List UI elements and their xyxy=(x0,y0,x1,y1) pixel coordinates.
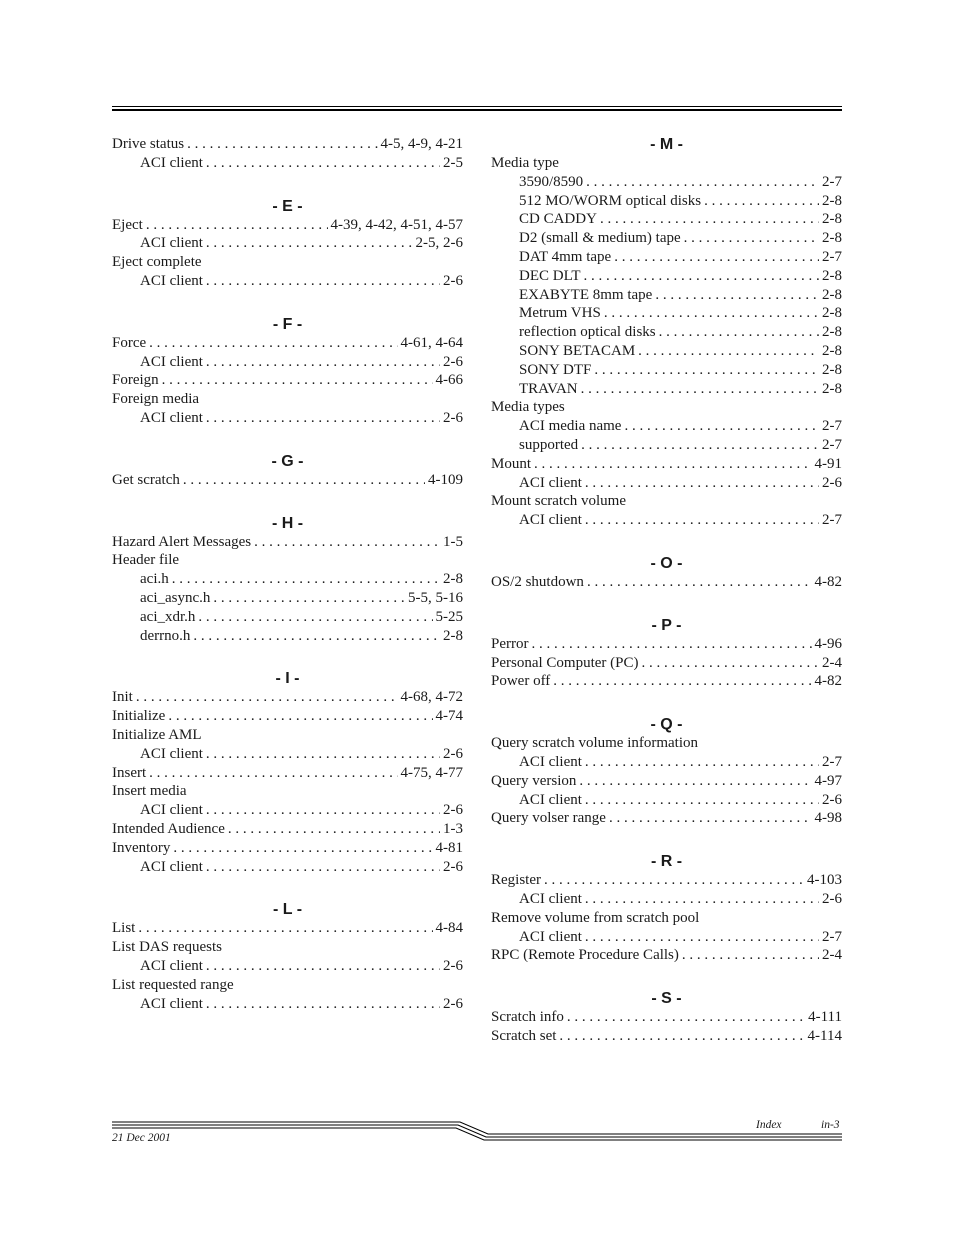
dot-leader xyxy=(532,635,812,654)
index-subentry xyxy=(112,234,463,253)
index-page-refs: 4-103 xyxy=(807,872,842,889)
index-letter-heading: - Q - xyxy=(650,716,683,734)
index-term: Personal Computer (PC) xyxy=(491,654,639,671)
index-term: Query volser range xyxy=(491,810,606,827)
index-page-refs: 2-7 xyxy=(822,248,842,265)
dot-leader xyxy=(544,871,804,890)
index-entry xyxy=(491,734,842,753)
index-page-refs: 2-7 xyxy=(822,173,842,190)
index-page-refs: 4-68, 4-72 xyxy=(400,689,463,706)
footer-section: Index xyxy=(756,1119,782,1131)
section-gap xyxy=(491,828,842,852)
index-subentry xyxy=(112,589,463,608)
dot-leader xyxy=(173,839,432,858)
dot-leader xyxy=(587,573,812,592)
index-page-refs: 2-6 xyxy=(822,791,842,808)
section-gap xyxy=(112,291,463,315)
dot-leader xyxy=(579,772,811,791)
dot-leader xyxy=(553,672,811,691)
dot-leader xyxy=(659,323,819,342)
index-term: DAT 4mm tape xyxy=(519,248,612,265)
dot-leader xyxy=(213,589,405,608)
index-page-refs: 4-61, 4-64 xyxy=(400,334,463,351)
dot-leader xyxy=(206,272,440,291)
index-term: Hazard Alert Messages xyxy=(112,533,252,550)
dot-leader xyxy=(534,455,811,474)
index-page-refs: 2-8 xyxy=(822,342,842,359)
index-subentry xyxy=(491,286,842,305)
index-subentry xyxy=(112,745,463,764)
dot-leader xyxy=(206,858,440,877)
index-page-refs: 2-6 xyxy=(443,745,463,762)
index-term: EXABYTE 8mm tape xyxy=(519,286,653,303)
header-rule-top xyxy=(112,106,842,107)
index-page-refs: 4-39, 4-42, 4-51, 4-57 xyxy=(330,216,463,233)
index-term: Eject complete xyxy=(112,254,202,271)
index-subentry xyxy=(491,229,842,248)
dot-leader xyxy=(584,267,819,286)
index-subentry xyxy=(112,570,463,589)
index-term: Inventory xyxy=(112,839,171,856)
index-subentry xyxy=(491,248,842,267)
index-term: D2 (small & medium) tape xyxy=(519,230,681,247)
index-term: aci_async.h xyxy=(140,589,211,606)
index-page-refs: 2-5, 2-6 xyxy=(415,235,463,252)
dot-leader xyxy=(567,1008,805,1027)
index-term: Perror xyxy=(491,635,529,652)
index-page-refs: 2-7 xyxy=(822,753,842,770)
index-entry xyxy=(491,1027,842,1046)
dot-leader xyxy=(638,342,819,361)
index-term: Register xyxy=(491,872,541,889)
index-entry xyxy=(112,551,463,570)
index-page-refs: 2-7 xyxy=(822,512,842,529)
index-subentry xyxy=(491,267,842,286)
index-term: Drive status xyxy=(112,136,185,152)
index-entry xyxy=(112,726,463,745)
index-letter-heading: - F - xyxy=(272,315,303,333)
index-page-refs: 2-6 xyxy=(443,858,463,875)
index-subentry xyxy=(112,957,463,976)
index-page-refs: 2-4 xyxy=(822,947,842,964)
index-term: aci_xdr.h xyxy=(140,608,196,625)
index-subentry xyxy=(491,791,842,810)
index-page-refs: 1-5 xyxy=(443,533,463,550)
index-term: SONY DTF xyxy=(519,361,592,378)
index-page-refs: 4-114 xyxy=(807,1027,842,1044)
index-subentry xyxy=(491,342,842,361)
dot-leader xyxy=(183,471,425,490)
index-entry xyxy=(491,635,842,654)
index-page-refs: 2-8 xyxy=(443,571,463,588)
index-term: ACI client xyxy=(140,745,203,762)
index-term: ACI client xyxy=(519,512,582,529)
index-entry xyxy=(112,976,463,995)
dot-leader xyxy=(198,608,432,627)
index-entry xyxy=(112,839,463,858)
index-term: Query scratch volume information xyxy=(491,735,699,752)
dot-leader xyxy=(614,248,819,267)
index-entry xyxy=(112,707,463,726)
section-gap xyxy=(112,173,463,197)
dot-leader xyxy=(172,570,440,589)
index-page-refs: 5-25 xyxy=(435,608,463,625)
index-term: Foreign media xyxy=(112,391,200,408)
index-subentry xyxy=(491,436,842,455)
index-column-left xyxy=(112,135,463,1013)
dot-leader xyxy=(559,1027,804,1046)
index-term: Intended Audience xyxy=(112,820,225,837)
index-subentry xyxy=(491,380,842,399)
index-term: DEC DLT xyxy=(519,267,581,284)
index-term: Query version xyxy=(491,772,577,789)
index-page-refs: 2-8 xyxy=(822,267,842,284)
section-gap xyxy=(491,965,842,989)
index-subentry xyxy=(491,210,842,229)
dot-leader xyxy=(228,820,440,839)
index-subentry xyxy=(112,801,463,820)
dot-leader xyxy=(206,234,413,253)
index-page-refs: 2-6 xyxy=(822,474,842,491)
index-page-refs: 2-8 xyxy=(822,192,842,209)
dot-leader xyxy=(254,533,440,552)
dot-leader xyxy=(642,654,820,673)
index-entry xyxy=(112,688,463,707)
dot-leader xyxy=(585,753,819,772)
index-page-refs: 2-8 xyxy=(822,324,842,341)
index-term: TRAVAN xyxy=(519,380,578,397)
dot-leader xyxy=(149,334,397,353)
index-entry xyxy=(112,820,463,839)
index-entry xyxy=(112,334,463,353)
index-entry xyxy=(112,216,463,235)
index-page-refs: 4-109 xyxy=(428,471,463,488)
index-term: 512 MO/WORM optical disks xyxy=(519,192,702,209)
index-subentry xyxy=(491,753,842,772)
index-term: derrno.h xyxy=(140,627,191,644)
index-letter-heading: - P - xyxy=(651,616,682,634)
index-term: ACI client xyxy=(140,235,203,252)
dot-leader xyxy=(655,286,819,305)
index-entry xyxy=(491,946,842,965)
index-subentry xyxy=(112,409,463,428)
index-page-refs: 2-6 xyxy=(443,802,463,819)
index-entry xyxy=(491,573,842,592)
index-entry xyxy=(491,1008,842,1027)
dot-leader xyxy=(585,928,819,947)
dot-leader xyxy=(206,801,440,820)
index-entry xyxy=(112,471,463,490)
dot-leader xyxy=(206,957,440,976)
index-letter-heading: - G - xyxy=(271,452,304,470)
index-entry xyxy=(491,871,842,890)
dot-leader xyxy=(624,417,819,436)
index-term: Initialize AML xyxy=(112,726,202,743)
index-subentry xyxy=(112,627,463,646)
index-letter-heading: - E - xyxy=(272,197,303,215)
index-subentry xyxy=(491,511,842,530)
dot-leader xyxy=(585,791,819,810)
index-entry xyxy=(112,135,463,154)
index-page-refs: 2-6 xyxy=(443,995,463,1012)
index-entry xyxy=(112,919,463,938)
index-entry xyxy=(112,533,463,552)
index-term: Insert xyxy=(112,764,147,781)
index-entry xyxy=(491,672,842,691)
index-entry xyxy=(491,455,842,474)
index-subentry xyxy=(491,323,842,342)
footer-rule xyxy=(110,1118,844,1142)
index-term: ACI client xyxy=(519,928,582,945)
index-entry xyxy=(491,398,842,417)
index-term: ACI client xyxy=(519,890,582,907)
dot-leader xyxy=(600,210,819,229)
index-page-refs: 4-66 xyxy=(435,372,463,389)
section-gap xyxy=(112,490,463,514)
index-term: ACI client xyxy=(140,272,203,289)
index-term: Scratch set xyxy=(491,1027,557,1044)
index-term: SONY BETACAM xyxy=(519,342,636,359)
index-column-right xyxy=(491,135,842,1046)
index-page-refs: 2-7 xyxy=(822,436,842,453)
index-entry xyxy=(491,154,842,173)
index-term: ACI client xyxy=(519,791,582,808)
index-page-refs: 2-7 xyxy=(822,928,842,945)
dot-leader xyxy=(682,946,819,965)
index-page-refs: 4-74 xyxy=(435,708,463,725)
dot-leader xyxy=(609,809,812,828)
index-letter-heading: - L - xyxy=(272,901,303,919)
index-term: 3590/8590 xyxy=(519,173,584,190)
index-term: supported xyxy=(519,436,579,453)
index-letter-heading: - M - xyxy=(650,136,683,153)
footer-date: 21 Dec 2001 xyxy=(112,1132,171,1144)
section-gap xyxy=(491,691,842,715)
dot-leader xyxy=(187,135,377,154)
index-page-refs: 2-8 xyxy=(822,230,842,247)
index-term: ACI client xyxy=(140,409,203,426)
index-term: Power off xyxy=(491,673,551,690)
index-letter-heading: - O - xyxy=(650,554,683,572)
index-page-refs: 2-7 xyxy=(822,418,842,435)
index-page-refs: 2-6 xyxy=(443,409,463,426)
index-term: ACI client xyxy=(519,753,582,770)
index-page-refs: 4-96 xyxy=(814,635,842,652)
index-page-refs: 2-8 xyxy=(443,627,463,644)
index-entry xyxy=(491,809,842,828)
index-term: Metrum VHS xyxy=(519,305,601,322)
index-page-refs: 2-6 xyxy=(443,353,463,370)
dot-leader xyxy=(581,380,819,399)
dot-leader xyxy=(585,474,819,493)
index-subentry xyxy=(112,272,463,291)
dot-leader xyxy=(704,192,819,211)
index-term: Eject xyxy=(112,216,143,233)
index-subentry xyxy=(491,890,842,909)
index-term: ACI client xyxy=(140,957,203,974)
index-term: OS/2 shutdown xyxy=(491,573,584,590)
index-page-refs: 4-97 xyxy=(814,772,842,789)
index-term: Get scratch xyxy=(112,471,180,488)
index-page-refs: 2-8 xyxy=(822,286,842,303)
dot-leader xyxy=(138,919,432,938)
index-subentry xyxy=(491,928,842,947)
index-entry xyxy=(491,772,842,791)
index-term: Init xyxy=(112,689,133,706)
index-page-refs: 4-91 xyxy=(814,455,842,472)
dot-leader xyxy=(168,707,432,726)
section-gap xyxy=(491,592,842,616)
header-rule-bottom xyxy=(112,109,842,111)
index-page-refs: 2-6 xyxy=(443,957,463,974)
index-page-refs: 2-5 xyxy=(443,154,463,171)
index-term: Header file xyxy=(112,552,180,569)
dot-leader xyxy=(604,304,819,323)
index-term: Force xyxy=(112,334,147,351)
index-term: ACI client xyxy=(140,353,203,370)
footer-page-number: in-3 xyxy=(821,1119,840,1131)
index-term: List DAS requests xyxy=(112,939,222,956)
section-gap xyxy=(112,428,463,452)
dot-leader xyxy=(585,890,819,909)
dot-leader xyxy=(162,371,433,390)
index-page-refs: 4-75, 4-77 xyxy=(400,764,463,781)
dot-leader xyxy=(581,436,819,455)
index-page-refs: 2-4 xyxy=(822,654,842,671)
index-letter-heading: - R - xyxy=(650,853,683,871)
index-term: Foreign xyxy=(112,372,159,389)
index-term: List requested range xyxy=(112,976,234,993)
index-term: Scratch info xyxy=(491,1009,564,1026)
index-entry xyxy=(112,390,463,409)
section-gap xyxy=(112,645,463,669)
index-entry xyxy=(112,782,463,801)
index-page-refs: 4-81 xyxy=(435,839,463,856)
index-subentry xyxy=(112,608,463,627)
index-letter-heading: - S - xyxy=(651,990,682,1008)
index-term: Mount xyxy=(491,455,532,472)
index-subentry xyxy=(491,474,842,493)
dot-leader xyxy=(206,409,440,428)
index-page-refs: 4-111 xyxy=(808,1009,842,1026)
index-page-refs: 4-5, 4-9, 4-21 xyxy=(380,136,463,152)
index-subentry xyxy=(112,858,463,877)
index-page-refs: 4-82 xyxy=(814,573,842,590)
index-page-refs: 2-8 xyxy=(822,211,842,228)
dot-leader xyxy=(585,511,819,530)
index-term: CD CADDY xyxy=(519,211,597,228)
index-page-refs: 2-8 xyxy=(822,361,842,378)
index-term: ACI media name xyxy=(519,418,622,435)
dot-leader xyxy=(149,764,397,783)
index-term: aci.h xyxy=(140,571,169,588)
index-subentry xyxy=(112,995,463,1014)
section-gap xyxy=(491,530,842,554)
index-subentry xyxy=(491,417,842,436)
index-term: ACI client xyxy=(519,474,582,491)
index-letter-heading: - I - xyxy=(275,670,300,688)
index-entry xyxy=(112,253,463,272)
index-page-refs: 4-82 xyxy=(814,673,842,690)
index-term: ACI client xyxy=(140,154,203,171)
index-page-refs: 2-8 xyxy=(822,380,842,397)
dot-leader xyxy=(206,353,440,372)
index-subentry xyxy=(491,361,842,380)
index-term: ACI client xyxy=(140,802,203,819)
index-subentry xyxy=(112,353,463,372)
index-term: Mount scratch volume xyxy=(491,493,626,510)
index-entry xyxy=(491,909,842,928)
index-page-refs: 2-6 xyxy=(443,272,463,289)
index-page-refs: 2-6 xyxy=(822,890,842,907)
dot-leader xyxy=(594,361,819,380)
index-page-refs: 5-5, 5-16 xyxy=(408,589,463,606)
dot-leader xyxy=(146,216,328,235)
index-entry xyxy=(491,492,842,511)
index-entry xyxy=(491,654,842,673)
index-letter-heading: - H - xyxy=(271,514,304,532)
dot-leader xyxy=(206,995,440,1014)
dot-leader xyxy=(684,229,819,248)
index-entry xyxy=(112,371,463,390)
index-term: List xyxy=(112,920,136,937)
index-subentry xyxy=(491,173,842,192)
index-page-refs: 4-98 xyxy=(814,810,842,827)
dot-leader xyxy=(136,688,398,707)
index-entry xyxy=(112,764,463,783)
index-page-refs: 2-8 xyxy=(822,305,842,322)
dot-leader xyxy=(586,173,819,192)
index-entry xyxy=(112,938,463,957)
dot-leader xyxy=(206,154,440,173)
index-page-refs: 1-3 xyxy=(443,820,463,837)
index-term: Media type xyxy=(491,155,559,171)
dot-leader xyxy=(193,627,440,646)
index-term: Insert media xyxy=(112,783,187,800)
dot-leader xyxy=(206,745,440,764)
index-term: ACI client xyxy=(140,858,203,875)
index-page-refs: 4-84 xyxy=(435,920,463,937)
index-term: reflection optical disks xyxy=(519,324,656,341)
index-term: Media types xyxy=(491,399,565,416)
index-subentry xyxy=(491,304,842,323)
index-term: Remove volume from scratch pool xyxy=(491,909,700,926)
index-term: RPC (Remote Procedure Calls) xyxy=(491,947,679,964)
section-gap xyxy=(112,876,463,900)
index-subentry xyxy=(112,154,463,173)
index-term: ACI client xyxy=(140,995,203,1012)
index-subentry xyxy=(491,192,842,211)
index-term: Initialize xyxy=(112,708,166,725)
